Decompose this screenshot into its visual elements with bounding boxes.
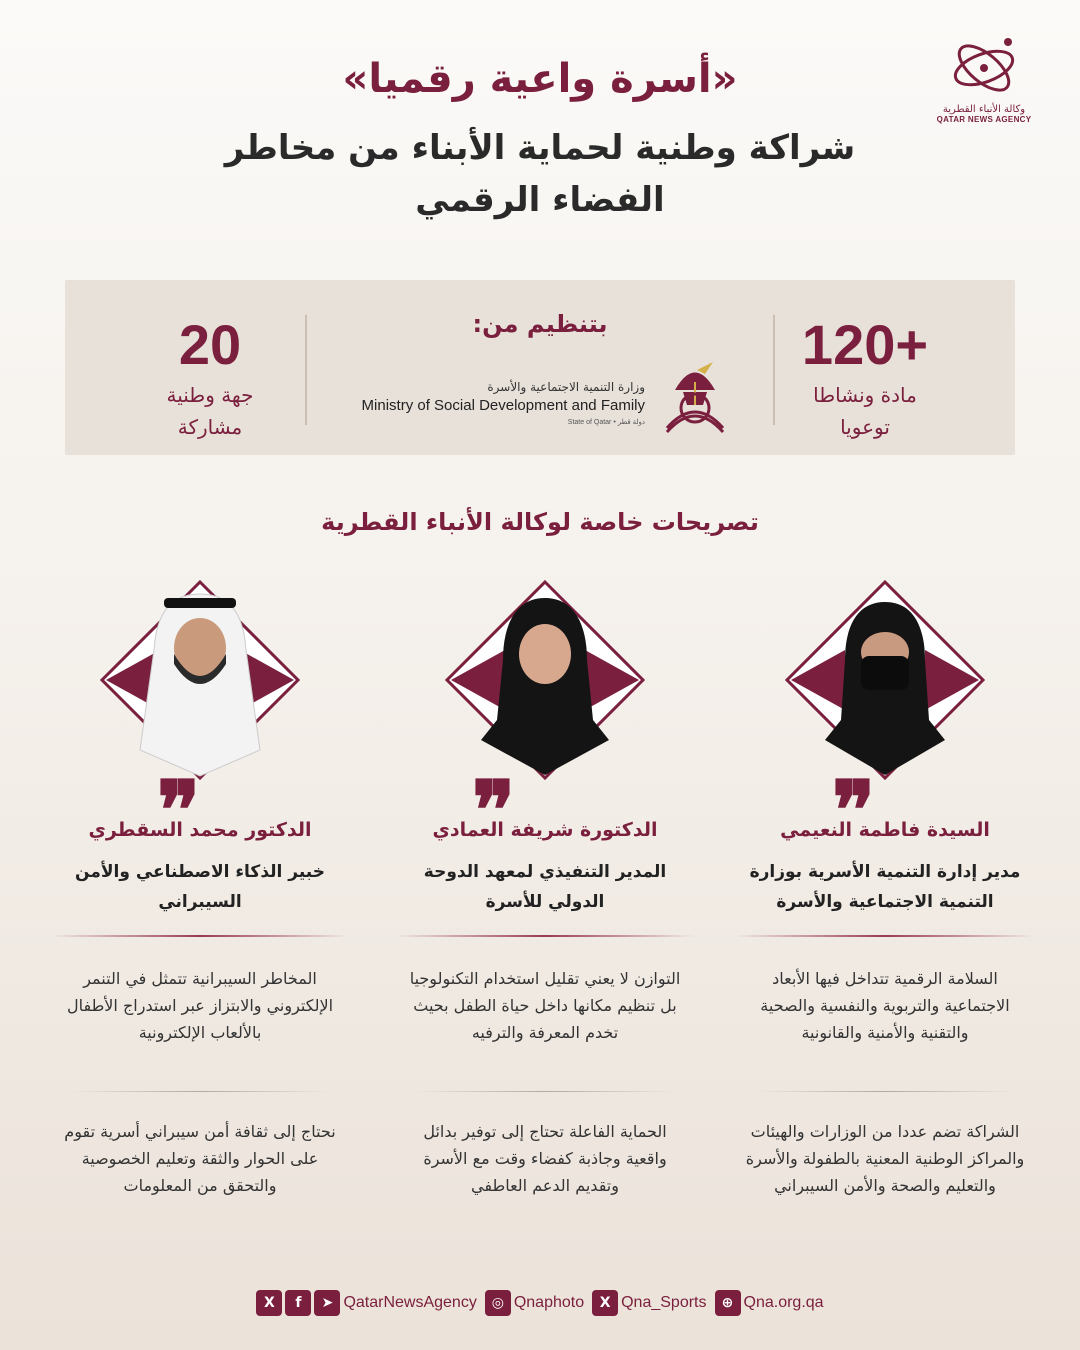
x-twitter-icon[interactable]: X [592, 1290, 618, 1316]
logo-name-ar: وكالة الأنباء القطرية [942, 104, 1026, 115]
social-group-sports[interactable] [592, 1290, 706, 1316]
person-name-2: الدكتورة شريفة العمادي [432, 819, 658, 841]
social-handle-main[interactable]: QatarNewsAgency [343, 1294, 477, 1311]
divider [755, 1091, 1015, 1092]
social-footer [0, 1290, 1080, 1324]
quote-3-a: المخاطر السيبرانية تتمثل في التنمر الإلكتروني والابتزاز عبر استدراج الأطفال بالألعاب الإلكترونية [66, 969, 334, 1042]
stat-entities-number: 20 [178, 313, 242, 376]
quote-mark-icon: ❞ [471, 763, 515, 857]
social-handle-sports[interactable]: Qna_Sports [621, 1294, 707, 1311]
divider [415, 1091, 675, 1092]
section-title: تصريحات خاصة لوكالة الأنباء القطرية [321, 508, 759, 536]
stat-materials-number: 120+ [801, 313, 929, 376]
stat-entities [95, 280, 325, 455]
stat-entities-label-2: مشاركة [177, 415, 243, 439]
avatar-woman-niqab-icon [785, 580, 985, 780]
organizer-label: بتنظيم من: [472, 310, 608, 338]
instagram-icon[interactable]: ◎ [485, 1290, 511, 1316]
telegram-icon[interactable]: ➤ [314, 1290, 340, 1316]
social-handle-instagram[interactable]: Qnaphoto [513, 1294, 585, 1311]
organizer-name-en: Ministry of Social Development and Family [361, 397, 645, 414]
quote-2-b: الحماية الفاعلة تحتاج إلى توفير بدائل واقعية وجاذبة كفضاء وقت مع الأسرة وتقديم الدعم العاطفي [423, 1122, 667, 1195]
page-subtitle: شراكة وطنية لحماية الأبناء من مخاطر الفضاء الرقمي [224, 128, 856, 220]
stat-materials-label-1: مادة ونشاطا [813, 383, 917, 407]
social-group-main[interactable] [256, 1290, 476, 1316]
organizer-block [345, 280, 735, 455]
social-group-instagram[interactable] [485, 1290, 584, 1316]
statement-card-2 [395, 580, 695, 1199]
organizer-state: State of Qatar • دولة قطر [567, 419, 645, 426]
stat-entities-label-1: جهة وطنية [166, 383, 254, 407]
avatar-man-ghutra-icon [100, 580, 300, 780]
logo-name-en: QATAR NEWS AGENCY [936, 115, 1032, 124]
facebook-icon[interactable]: f [285, 1290, 311, 1316]
quote-2-a: التوازن لا يعني تقليل استخدام التكنولوجيا بل تنظيم مكانها داخل حياة الطفل بحيث تخدم المعرفة والترفيه [409, 969, 681, 1042]
person-name-1: السيدة فاطمة النعيمي [780, 819, 990, 841]
quote-1-a: السلامة الرقمية تتداخل فيها الأبعاد الاجتماعية والتربوية والنفسية والصحية والتقنية والأمنية والقانونية [760, 969, 1010, 1042]
stats-divider-right [773, 315, 775, 425]
social-group-website[interactable] [715, 1290, 824, 1316]
person-role-1: مدير إدارة التنمية الأسرية بوزارة التنمية الاجتماعية والأسرة [749, 862, 1021, 912]
divider [395, 935, 695, 937]
stats-band [65, 280, 1015, 455]
divider [70, 1091, 330, 1092]
globe-icon[interactable]: ⊕ [715, 1290, 741, 1316]
quote-3-b: نحتاج إلى ثقافة أمن سيبراني أسرية تقوم على الحوار والثقة وتعليم الخصوصية والتحقق من المعلومات [64, 1122, 336, 1195]
statement-card-1 [735, 580, 1035, 1199]
page-title: «أسرة واعية رقميا» [342, 56, 738, 102]
person-role-2: المدير التنفيذي لمعهد الدوحة الدولي للأسرة [423, 862, 667, 912]
statement-card-3 [50, 580, 350, 1199]
stat-materials-label-2: توعويا [840, 415, 890, 439]
qatar-emblem-icon [655, 350, 735, 440]
quote-mark-icon: ❞ [156, 763, 200, 857]
divider [735, 935, 1035, 937]
stat-materials [755, 280, 975, 455]
avatar-woman-hijab-icon [445, 580, 645, 780]
person-name-3: الدكتور محمد السقطري [88, 819, 312, 841]
divider [50, 935, 350, 937]
x-twitter-icon[interactable]: X [256, 1290, 282, 1316]
quote-1-b: الشراكة تضم عددا من الوزارات والهيئات والمراكز الوطنية المعنية بالطفولة والأسرة والتعليم والصحة والأمن السيبراني [745, 1122, 1025, 1195]
organizer-name-ar: وزارة التنمية الاجتماعية والأسرة [487, 380, 645, 394]
person-role-3: خبير الذكاء الاصطناعي والأمن السيبراني [75, 862, 325, 912]
website-link[interactable]: Qna.org.qa [743, 1294, 824, 1311]
quote-mark-icon: ❞ [831, 763, 875, 857]
